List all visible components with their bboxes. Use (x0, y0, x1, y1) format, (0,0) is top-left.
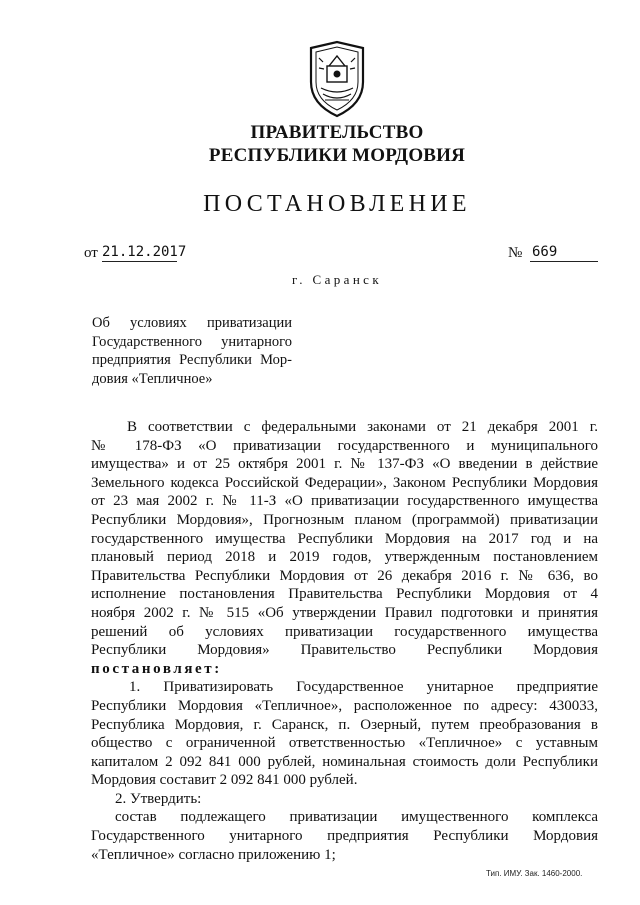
body-line: государственного имущества Республики Мордовия на 2017 год и на (91, 530, 598, 547)
body-line: Республики Мордовия», Прогнозным планом (программой) приватизации (91, 511, 598, 528)
government-title-line1: ПРАВИТЕЛЬСТВО (250, 122, 424, 143)
body-line: исполнение постановления Правительства Республики Мордовия от 4 (91, 586, 598, 603)
coat-of-arms-emblem (303, 38, 371, 120)
body-line: Республика Мордовия, г. Саранск, п. Озерный, путем преобразования в (91, 716, 598, 733)
body-line: 1. Приватизировать Государственное унитарное предприятие (129, 679, 598, 696)
body-line: состав подлежащего приватизации имущественного комплекса (115, 809, 598, 826)
document-body (91, 418, 598, 864)
body-line: Республики Мордовия «Тепличное», расположенное по адресу: 430033, (91, 697, 598, 714)
body-line: имущества» и от 25 октября 2001 г. № 137-ФЗ «О введении в действие (91, 456, 598, 473)
body-line: Мордовия составит 2 092 841 000 рублей. (91, 772, 358, 789)
body-line: 2. Утвердить: (115, 790, 202, 807)
document-date: 21.12.2017 (102, 244, 187, 260)
body-line: В соответствии с федеральными законами от 21 декабря 2001 г. (127, 419, 598, 435)
subject-line: Государственного унитарного (92, 333, 292, 350)
print-info: Тип. ИМУ. Зак. 1460-2000. (486, 869, 583, 878)
body-line: «Тепличное» согласно приложению 1; (91, 846, 336, 863)
body-line: ноября 2002 г. № 515 «Об утверждении Правил подготовки и принятия (91, 604, 598, 621)
document-type: ПОСТАНОВЛЕНИЕ (203, 191, 471, 217)
body-line: капиталом 2 092 841 000 рублей, номинальная стоимость доли Республики (91, 753, 598, 770)
subject-line: предприятия Республики Мор- (92, 352, 292, 368)
subject-line: Об условиях приватизации (92, 315, 292, 331)
subject-line: довия «Тепличное» (92, 370, 213, 387)
resolution-keyword: постановляет: (91, 660, 222, 677)
city-name: г. Саранск (291, 272, 383, 287)
body-line: № 178-ФЗ «О приватизации государственного и муниципального (91, 437, 598, 454)
body-line: Земельного кодекса Российской Федерации», Законом Республики Мордовия (91, 474, 598, 491)
body-line: решений об условиях приватизации государственного имущества (91, 623, 598, 640)
body-line: Государственного унитарного предприятия Республики Мордовия (91, 828, 598, 845)
body-line: Правительства Республики Мордовия от 26 декабря 2016 г. № 636, во (91, 567, 598, 584)
body-line: общество с ограниченной ответственностью «Тепличное» с уставным (91, 735, 598, 752)
body-line: Республики Мордовия» Правительство Республики Мордовия (91, 642, 598, 659)
body-line: от 23 мая 2002 г. № 11-З «О приватизации государственного имущества (91, 493, 598, 510)
date-prefix: от (84, 245, 98, 261)
document-number: 669 (530, 244, 598, 262)
government-title-line2: РЕСПУБЛИКИ МОРДОВИЯ (208, 145, 466, 166)
number-prefix: № (508, 245, 523, 261)
body-line: плановый период 2018 и 2019 годов, утвержденным постановлением (91, 549, 598, 566)
document-subject (92, 314, 292, 388)
